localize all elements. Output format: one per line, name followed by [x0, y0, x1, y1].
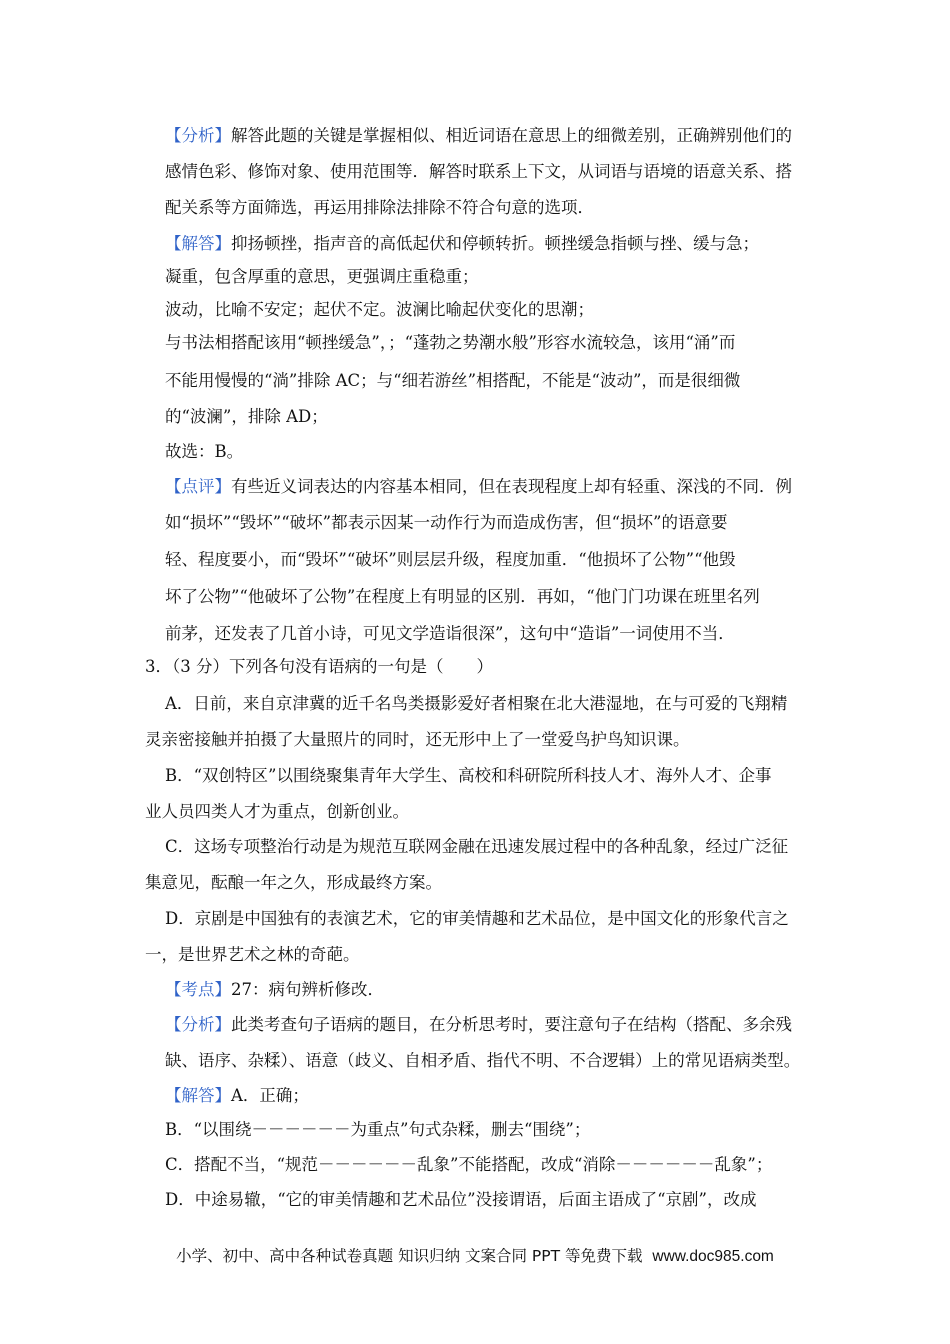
q3-answer-line-1: 【解答】A．正确；: [165, 1086, 309, 1105]
q2-answer-line-7: 故选：B。: [165, 442, 244, 461]
page-footer: [0, 1244, 950, 1266]
q2-comment-line-2: 如“损坏”“毁坏”“破坏”都表示因某一动作行为而造成伤害，但“损坏”的语意要: [165, 513, 728, 532]
q3-answer-line-3: C．搭配不当，“规范－－－－－－乱象”不能搭配，改成“消除－－－－－－乱象”；: [165, 1155, 773, 1174]
q3-option-b-line-1: B．“双创特区”以围绕聚集青年大学生、高校和科研院所科技人才、海外人才、企事: [165, 766, 772, 785]
answer-tag: 【解答】: [165, 1086, 231, 1105]
q2-answer-line-4: 与书法相搭配该用“顿挫缓急”，；“蓬勃之势潮水般”形容水流较急，该用“涌”而: [165, 333, 736, 352]
q3-option-b-line-2: 业人员四类人才为重点，创新创业。: [145, 802, 409, 821]
q2-answer-line-1: 【解答】抑扬顿挫，指声音的高低起伏和停顿转折。顿挫缓急指顿与挫、缓与急；: [165, 234, 759, 253]
q2-comment-line-4: 坏了公物”“他破坏了公物”在程度上有明显的区别．再如，“他门门功课在班里名列: [165, 587, 760, 606]
q2-comment-line-5: 前茅，还发表了几首小诗，可见文学造诣很深”，这句中“造诣”一词使用不当．: [165, 624, 735, 643]
q3-option-c-line-1: C．这场专项整治行动是为规范互联网金融在迅速发展过程中的各种乱象，经过广泛征: [165, 837, 789, 856]
q2-analysis-line-1: 【分析】解答此题的关键是掌握相似、相近词语在意思上的细微差别，正确辨别他们的: [165, 126, 792, 145]
q2-answer-line-5: 不能用慢慢的“淌”排除 AC；与“细若游丝”相搭配，不能是“波动”，而是很细微: [165, 371, 741, 390]
q3-option-d-line-2: 一，是世界艺术之林的奇葩。: [145, 945, 360, 964]
q3-option-c-line-2: 集意见，酝酿一年之久，形成最终方案。: [145, 873, 442, 892]
q2-analysis-line-2: 感情色彩、修饰对象、使用范围等．解答时联系上下文，从词语与语境的语意关系、搭: [165, 162, 792, 181]
q3-option-a-line-1: A．日前，来自京津冀的近千名鸟类摄影爱好者相聚在北大港湿地，在与可爱的飞翔精: [165, 694, 788, 713]
q2-answer-line-3: 波动，比喻不安定；起伏不定。波澜比喻起伏变化的思潮；: [165, 300, 594, 319]
q2-analysis-line-3: 配关系等方面筛选，再运用排除法排除不符合句意的选项．: [165, 198, 594, 217]
point-tag: 【考点】: [165, 980, 231, 999]
q3-analysis-line-1: 【分析】此类考查句子语病的题目，在分析思考时，要注意句子在结构（搭配、多余残: [165, 1015, 792, 1034]
q2-comment-line-1: 【点评】有些近义词表达的内容基本相同，但在表现程度上却有轻重、深浅的不同．例: [165, 477, 792, 496]
q3-option-d-line-1: D．京剧是中国独有的表演艺术，它的审美情趣和艺术品位，是中国文化的形象代言之: [165, 909, 789, 928]
comment-tag: 【点评】: [165, 477, 231, 496]
q3-answer-line-4: D．中途易辙，“它的审美情趣和艺术品位”没接谓语，后面主语成了“京剧”，改成: [165, 1190, 757, 1209]
footer-text: 小学、初中、高中各种试卷真题 知识归纳 文案合同 PPT 等免费下载: [176, 1247, 643, 1265]
q2-answer-line-2: 凝重，包含厚重的意思，更强调庄重稳重；: [165, 267, 479, 286]
analysis-tag: 【分析】: [165, 126, 231, 145]
analysis-tag: 【分析】: [165, 1015, 231, 1034]
answer-tag: 【解答】: [165, 234, 231, 253]
footer-url[interactable]: www.doc985.com: [652, 1248, 774, 1265]
q3-analysis-line-2: 缺、语序、杂糅）、语意（歧义、自相矛盾、指代不明、不合逻辑）上的常见语病类型。: [165, 1051, 801, 1070]
q2-comment-line-3: 轻、程度要小，而“毁坏”“破坏”则层层升级，程度加重．“他损坏了公物”“他毁: [165, 550, 736, 569]
q3-answer-line-2: B．“以围绕－－－－－－为重点”句式杂糅，删去“围绕”；: [165, 1120, 591, 1139]
q2-answer-line-6: 的“波澜”，排除 AD；: [165, 407, 328, 426]
q3-stem: 3．（3 分）下列各句没有语病的一句是（ ）: [145, 657, 493, 676]
q3-point-line: 【考点】27：病句辨析修改．: [165, 980, 384, 999]
q3-option-a-line-2: 灵亲密接触并拍摄了大量照片的同时，还无形中上了一堂爱鸟护鸟知识课。: [145, 730, 690, 749]
